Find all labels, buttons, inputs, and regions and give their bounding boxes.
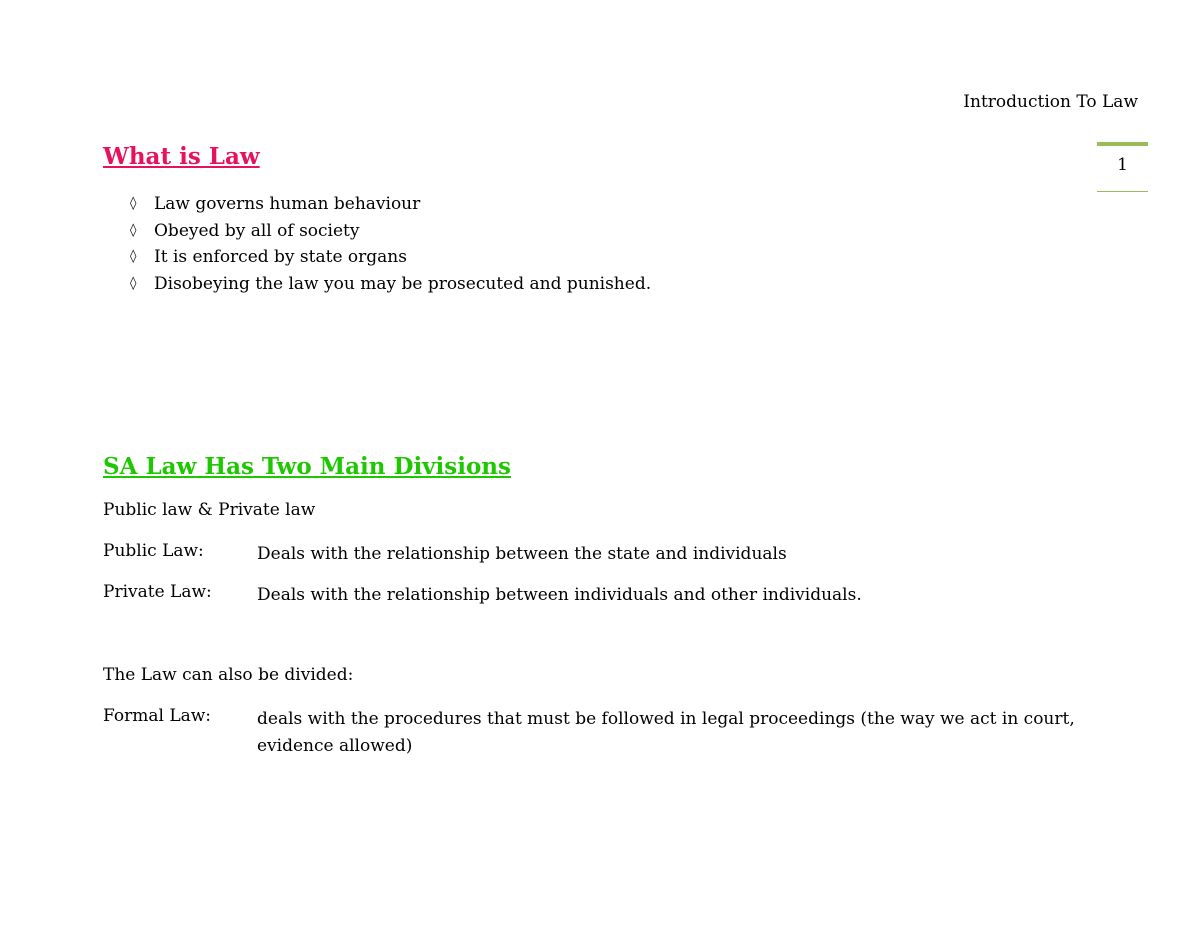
list-item bbox=[130, 191, 651, 218]
definition-term: Public Law: bbox=[103, 541, 204, 561]
header-title: Introduction To Law bbox=[963, 92, 1138, 112]
list-item bbox=[130, 218, 651, 245]
definition-description: deals with the procedures that must be followed in legal proceedings (the way we act in court, evidence allowed) bbox=[257, 709, 1075, 756]
definition-term: Formal Law: bbox=[103, 706, 212, 726]
list-item-text: Obeyed by all of society bbox=[154, 220, 360, 241]
bullet-list bbox=[130, 191, 651, 298]
list-item-text: It is enforced by state organs bbox=[154, 247, 407, 268]
diamond-bullet-icon: ◊ bbox=[130, 276, 137, 292]
page-number: 1 bbox=[1117, 155, 1128, 175]
definition-term: Private Law: bbox=[103, 582, 212, 602]
also-divided-paragraph: The Law can also be divided: bbox=[103, 665, 354, 685]
section-heading-sa-law-divisions: SA Law Has Two Main Divisions bbox=[103, 453, 511, 480]
diamond-bullet-icon: ◊ bbox=[130, 249, 137, 265]
diamond-bullet-icon: ◊ bbox=[130, 196, 137, 211]
definition-description: Deals with the relationship between the state and individuals bbox=[257, 544, 787, 564]
diamond-bullet-icon: ◊ bbox=[130, 222, 137, 238]
definition-description: Deals with the relationship between individuals and other individuals. bbox=[257, 585, 862, 605]
intro-paragraph: Public law & Private law bbox=[103, 500, 316, 520]
list-item-text: Disobeying the law you may be prosecuted and punished. bbox=[154, 274, 652, 295]
list-item bbox=[130, 271, 651, 298]
section-heading-what-is-law: What is Law bbox=[103, 143, 260, 170]
list-item bbox=[130, 244, 651, 271]
list-item-text: Law governs human behaviour bbox=[154, 194, 421, 214]
page-number-box bbox=[1097, 142, 1148, 192]
